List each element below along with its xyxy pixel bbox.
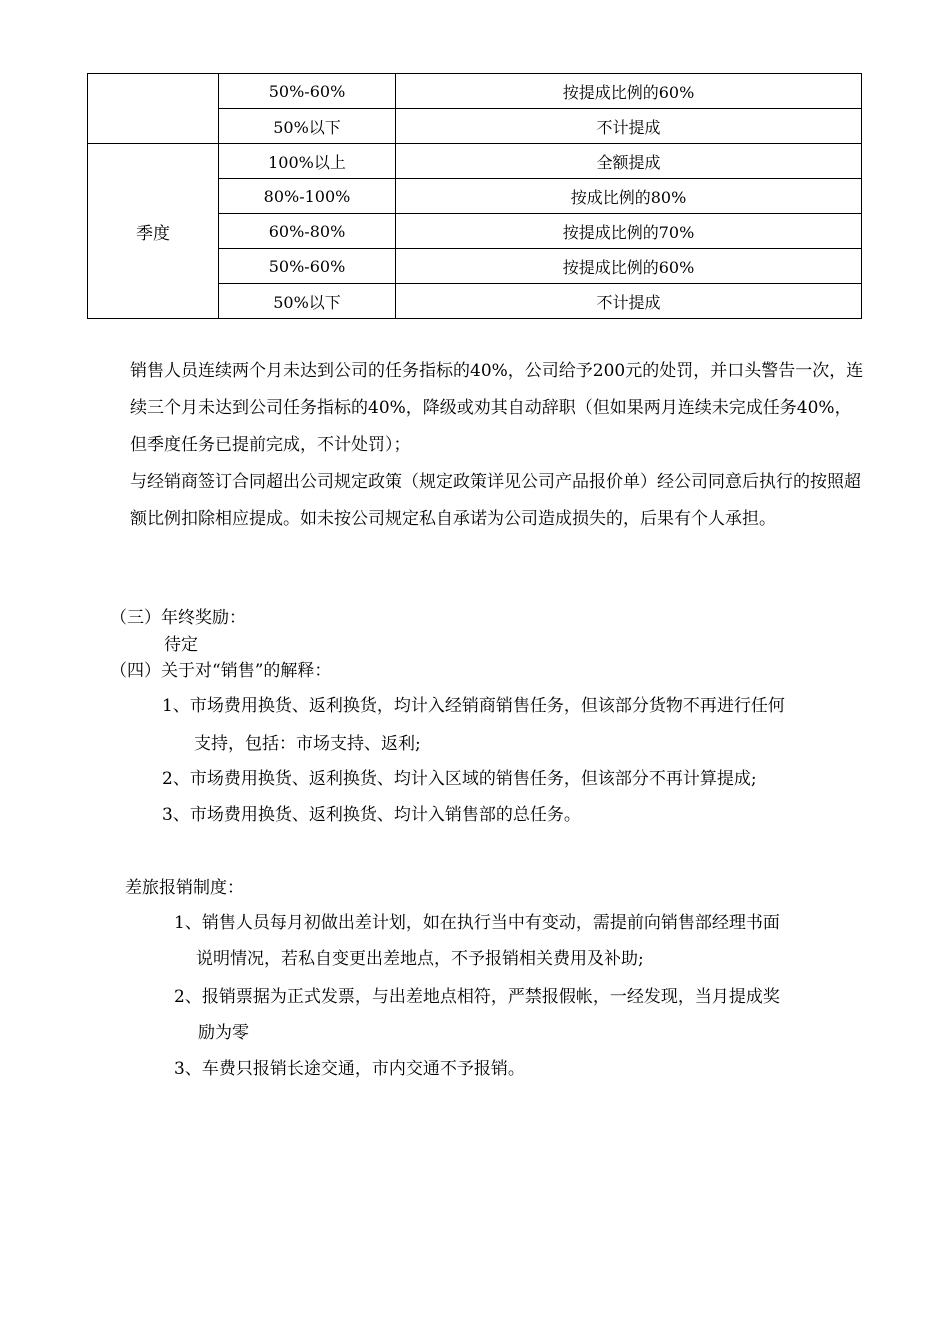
section3-title: （三）年终奖励： <box>110 608 246 628</box>
result-cell: 不计提成 <box>396 284 862 319</box>
travel-item1-line2: 说明情况，若私自变更出差地点，不予报销相关费用及补助; <box>196 949 644 969</box>
category-cell-continued <box>88 74 219 144</box>
section4-item1-line2: 支持，包括：市场支持、返利; <box>194 734 421 754</box>
travel-item3: 3、车费只报销长途交通，市内交通不予报销。 <box>174 1059 525 1079</box>
section4-title: （四）关于对“销售”的解释： <box>110 661 332 681</box>
range-cell: 60%-80% <box>219 214 396 249</box>
range-cell: 50%-60% <box>219 74 396 109</box>
result-cell: 全额提成 <box>396 144 862 179</box>
section4-item2: 2、市场费用换货、返利换货、均计入区域的销售任务，但该部分不再计算提成; <box>162 769 757 789</box>
section4-item1-line1: 1、市场费用换货、返利换货，均计入经销商销售任务，但该部分货物不再进行任何 <box>162 696 785 716</box>
range-cell: 50%以下 <box>219 109 396 144</box>
result-cell: 按提成比例的60% <box>396 74 862 109</box>
range-cell: 50%以下 <box>219 284 396 319</box>
travel-title: 差旅报销制度： <box>125 878 244 898</box>
travel-item2-line2: 励为零 <box>198 1023 249 1043</box>
commission-table <box>87 73 862 319</box>
section3-content: 待定 <box>164 635 198 655</box>
result-cell: 按提成比例的70% <box>396 214 862 249</box>
category-cell-quarter: 季度 <box>88 144 219 319</box>
range-cell: 80%-100% <box>219 179 396 214</box>
section4-item3: 3、市场费用换货、返利换货、均计入销售部的总任务。 <box>162 805 581 825</box>
range-cell: 100%以上 <box>219 144 396 179</box>
travel-item1-line1: 1、销售人员每月初做出差计划，如在执行当中有变动，需提前向销售部经理书面 <box>174 913 780 933</box>
travel-item2-line1: 2、报销票据为正式发票，与出差地点相符，严禁报假帐，一经发现，当月提成奖 <box>174 987 780 1007</box>
penalty-paragraph: 销售人员连续两个月未达到公司的任务指标的40%，公司给予200元的处罚，并口头警告一次，连续三个月未达到公司任务指标的40%，降级或劝其自动辞职（但如果两月连续未完成任务40%，但季度任务已提前完成，不计处罚）； <box>130 361 864 455</box>
table-row <box>88 144 862 179</box>
contract-paragraph: 与经销商签订合同超出公司规定政策（规定政策详见公司产品报价单）经公司同意后执行的按照超额比例扣除相应提成。如未按公司规定私自承诺为公司造成损失的，后果有个人承担。 <box>130 472 861 529</box>
result-cell: 按提成比例的60% <box>396 249 862 284</box>
range-cell: 50%-60% <box>219 249 396 284</box>
result-cell: 按成比例的80% <box>396 179 862 214</box>
policy-paragraphs <box>130 353 865 538</box>
table-row <box>88 74 862 109</box>
result-cell: 不计提成 <box>396 109 862 144</box>
